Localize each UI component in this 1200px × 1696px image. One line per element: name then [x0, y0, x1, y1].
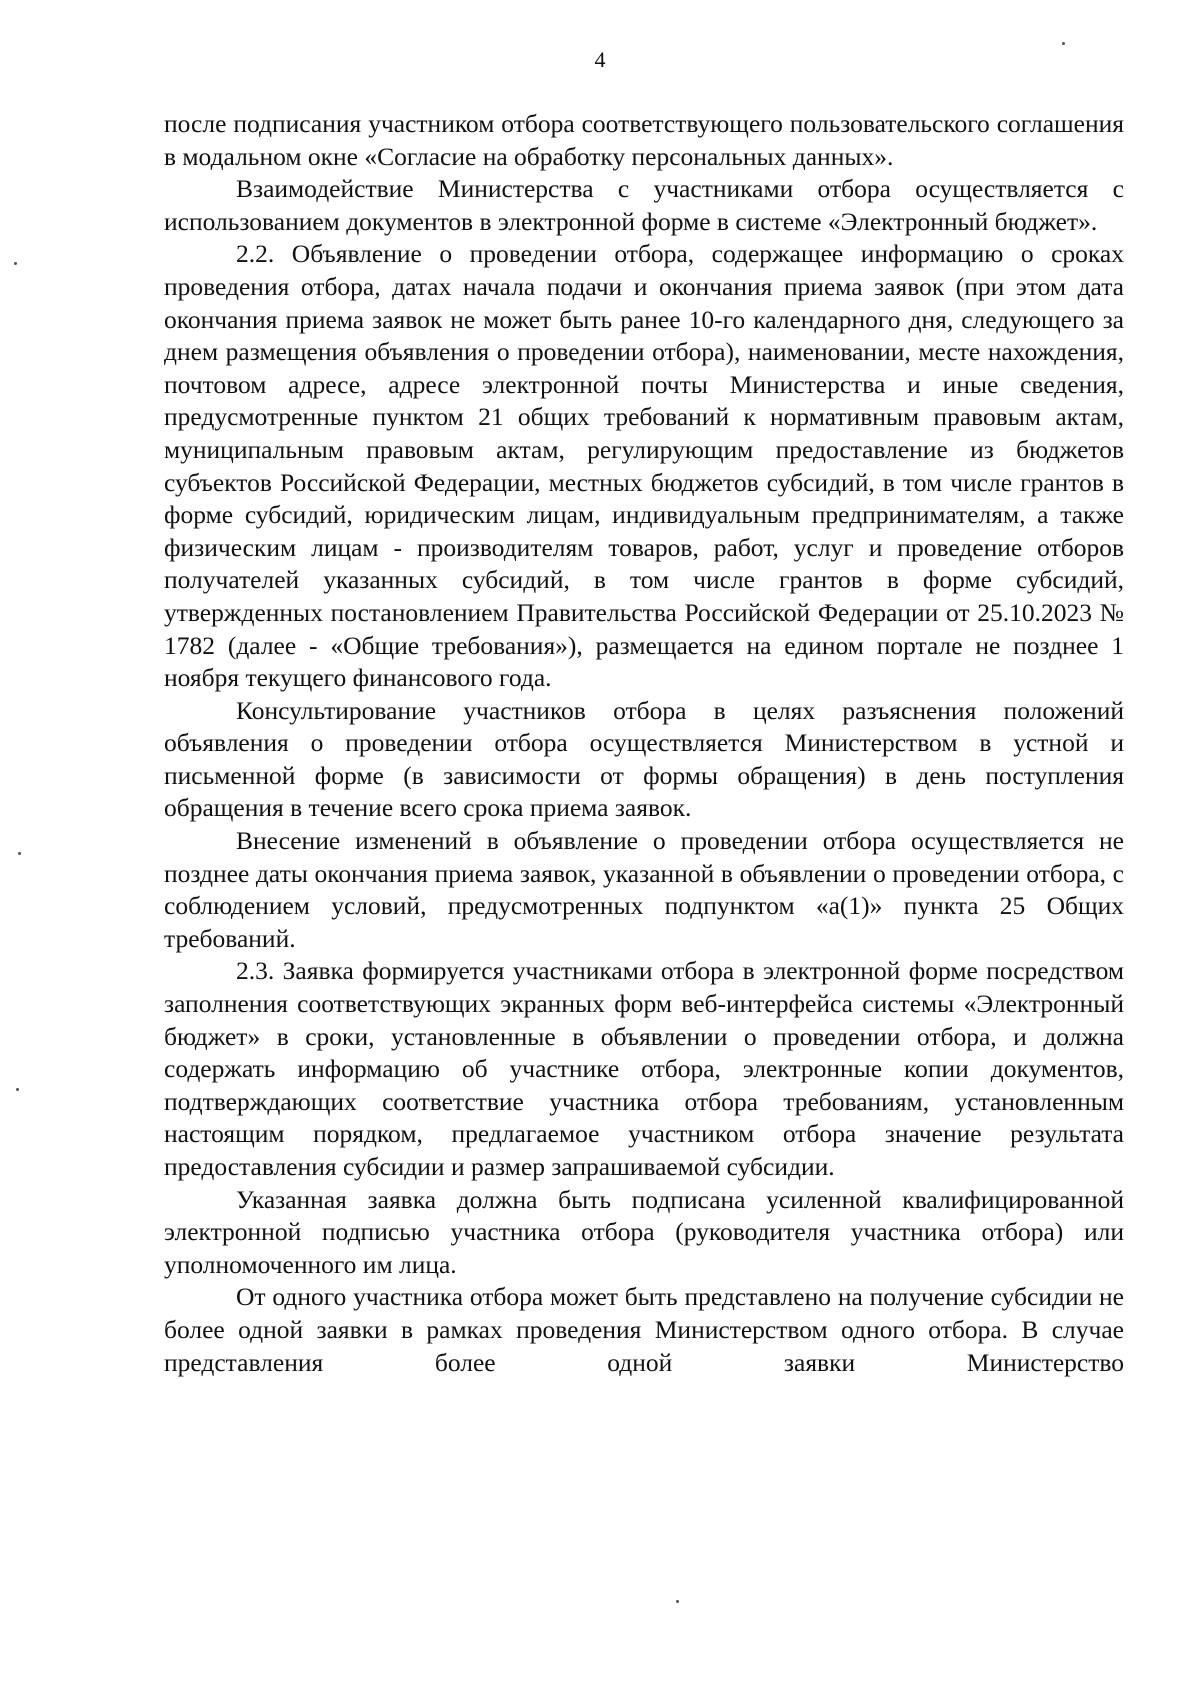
paragraph-consultation: Консультирование участников отбора в целях разъяснения положений объявления о проведении отбора осуществляется Министерством в устной и письменной форме (в зависимости от формы обращения) в день поступления обращения в течение всего срока приема заявок.: [164, 695, 1124, 823]
paragraph-2-3-application: 2.3. Заявка формируется участниками отбора в электронной форме посредством заполнения соответствующих экранных форм веб-интерфейса системы «Электронный бюджет» в сроки, установленные в объявлении о проведении отбора, и должна содержать информацию об участнике отбора, электронные копии документов, подтверждающих соответствие участника отбора требованиям, установленным настоящим порядком, предлагаемое участником отбора значение результата предоставления субсидии и размер запрашиваемой субсидии.: [164, 956, 1124, 1181]
scan-speck: [1062, 42, 1065, 45]
scan-speck: [16, 1088, 19, 1091]
paragraph-amendments: Внесение изменений в объявление о проведении отбора осуществляется не позднее даты окончания приема заявок, указанной в объявлении о проведении отбора, с соблюдением условий, предусмотренных подпунктом «а(1)» пункта 25 Общих требований.: [164, 826, 1124, 953]
paragraph-consent-continuation: после подписания участником отбора соответствующего пользовательского соглашения в модальном окне «Согласие на обработку персональных данных».: [164, 109, 1124, 171]
scan-speck: [14, 262, 17, 265]
paragraph-signature: Указанная заявка должна быть подписана усиленной квалифицированной электронной подписью участника отбора (руководителя участника отбора) или уполномоченного им лица.: [164, 1184, 1124, 1279]
paragraph-2-2-announcement: 2.2. Объявление о проведении отбора, содержащее информацию о сроках проведения отбора, датах начала подачи и окончания приема заявок (при этом дата окончания приема заявок не может быть ранее 10-го календарного дня, следующего за днем размещения объявления о проведении отбора), наименовании, месте нахождения, почтовом адресе, адресе электронной почты Министерства и иные сведения, предусмотренные пунктом 21 общих требований к нормативным правовым актам, муниципальным правовым актам, регулирующим предоставление из бюджетов субъектов Российской Федерации, местных бюджетов субсидий, в том числе грантов в форме субсидий, юридическим лицам, индивидуальным предпринимателям, а также физическим лицам - производителям товаров, работ, услуг и проведение отборов получателей указанных субсидий, в том числе грантов в форме субсидий, утвержденных постановлением Правительства Российской Федерации от 25.10.2023 № 1782 (далее - «Общие требования»), размещается на едином портале не позднее 1 ноября текущего финансового года.: [164, 239, 1124, 693]
document-body: [164, 108, 1124, 1379]
paragraph-interaction: Взаимодействие Министерства с участниками отбора осуществляется с использованием документов в электронной форме в системе «Электронный бюджет».: [164, 174, 1124, 236]
paragraph-single-application: От одного участника отбора может быть представлено на получение субсидии не более одной заявки в рамках проведения Министерством одного отбора. В случае представления более одной заявки Министерство: [164, 1282, 1124, 1377]
scan-speck: [676, 1600, 679, 1603]
page-number: 4: [594, 47, 606, 72]
scan-speck: [18, 852, 21, 855]
